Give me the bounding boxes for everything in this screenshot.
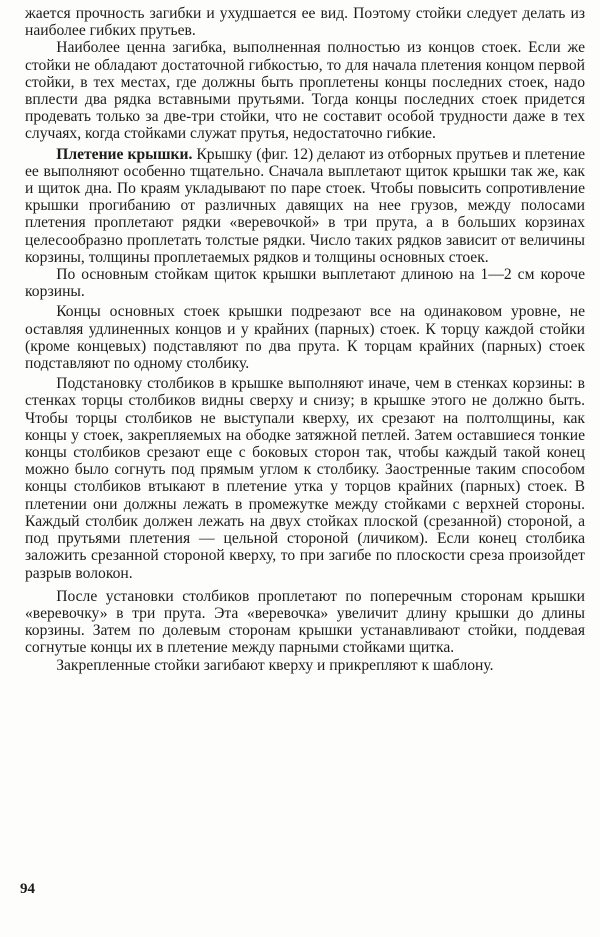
paragraph-lid-weaving-text: Крышку (фиг. 12) делают из отборных прутьев и плетение ее выполняют особенно тщательно. Сначала выплетают щиток крышки так же, как и щиток дна. По краям укладывают по паре стоек. Чтобы повысить сопротивление крышки прогибанию от различных давящих на нее грузов, между полосами плетения проплетают рядки «веревочкой» в три прута, а в больших корзинах целесообразно проплетать толстые рядки. Число таких рядков зависит от величины корзины, толщины проплетаемых рядков и толщины основных стоек. <box>25 145 585 266</box>
paragraph-lid-stakes: Концы основных стоек крышки подрезают все на одинаковом уровне, не оставляя удлиненных концов и у крайних (парных) стоек. К торцу каждой стойки (кроме концевых) подставляют по два прута. К торцам крайних (парных) стоек подставляют по одному столбику. <box>25 303 585 373</box>
paragraph-lid-weaving <box>25 146 585 266</box>
paragraph-final: Закрепленные стойки загибают кверху и прикрепляют к шаблону. <box>56 656 494 674</box>
page-body <box>25 5 585 674</box>
paragraph-posts: Подстановку столбиков в крышке выполняют иначе, чем в стенках корзины: в стенках торцы столбиков видны сверху и снизу; в крышке этого не должно быть. Чтобы торцы столбиков не выступали кверху, их срезают на полтолщины, как концы у стоек, закрепляемых на ободке затяжной петлей. Затем оставшиеся тонкие концы столбиков срезают еще с боковых сторон так, чтобы каждый такой конец можно было согнуть под прямым углом к столбику. Заостренные таким способом концы столбиков втыкают в плетение утка у торцов крайних (парных) стоек. В плетении они должны лежать в промежутке между стойками с верхней стороны. Каждый столбик должен лежать на двух стойках плоской (срезанной) стороной, а под прутьями плетения — цельной стороной (личиком). Если конец столбика заложить срезанной стороной кверху, то при загибе по плоскости среза произойдет разрыв волокон. <box>25 375 585 582</box>
paragraph-lid-length: По основным стойкам щиток крышки выплетают длиною на 1—2 см короче корзины. <box>25 266 585 301</box>
paragraph-after-posts: После установки столбиков проплетают по поперечным сторонам крышки «веревочку» в три прута. Эта «веревочка» увеличит длину крышки до длины корзины. Затем по долевым сторонам крышки устанавливают стойки, поддевая согнутые концы их в плетение между парными стойками щитка. <box>25 587 585 657</box>
paragraph-zagibka: Наиболее ценна загибка, выполненная полностью из концов стоек. Если же стойки не обладают достаточной гибкостью, то для начала плетения концом первой стойки, в тех местах, где должны быть проплетены концы последних стоек, надо вплести два рядка вставными прутьями. Тогда концы последних стоек придется продевать только за две-три стойки, что не составит особой трудности даже в тех случаях, когда стойками служат прутья, недостаточно гибкие. <box>25 39 585 143</box>
page-number: 94 <box>20 881 35 897</box>
section-heading: Плетение крышки. <box>56 145 193 163</box>
paragraph-continuation: жается прочность загибки и ухудшается ее вид. Поэтому стойки следует делать из наиболее гибких прутьев. <box>25 5 585 40</box>
